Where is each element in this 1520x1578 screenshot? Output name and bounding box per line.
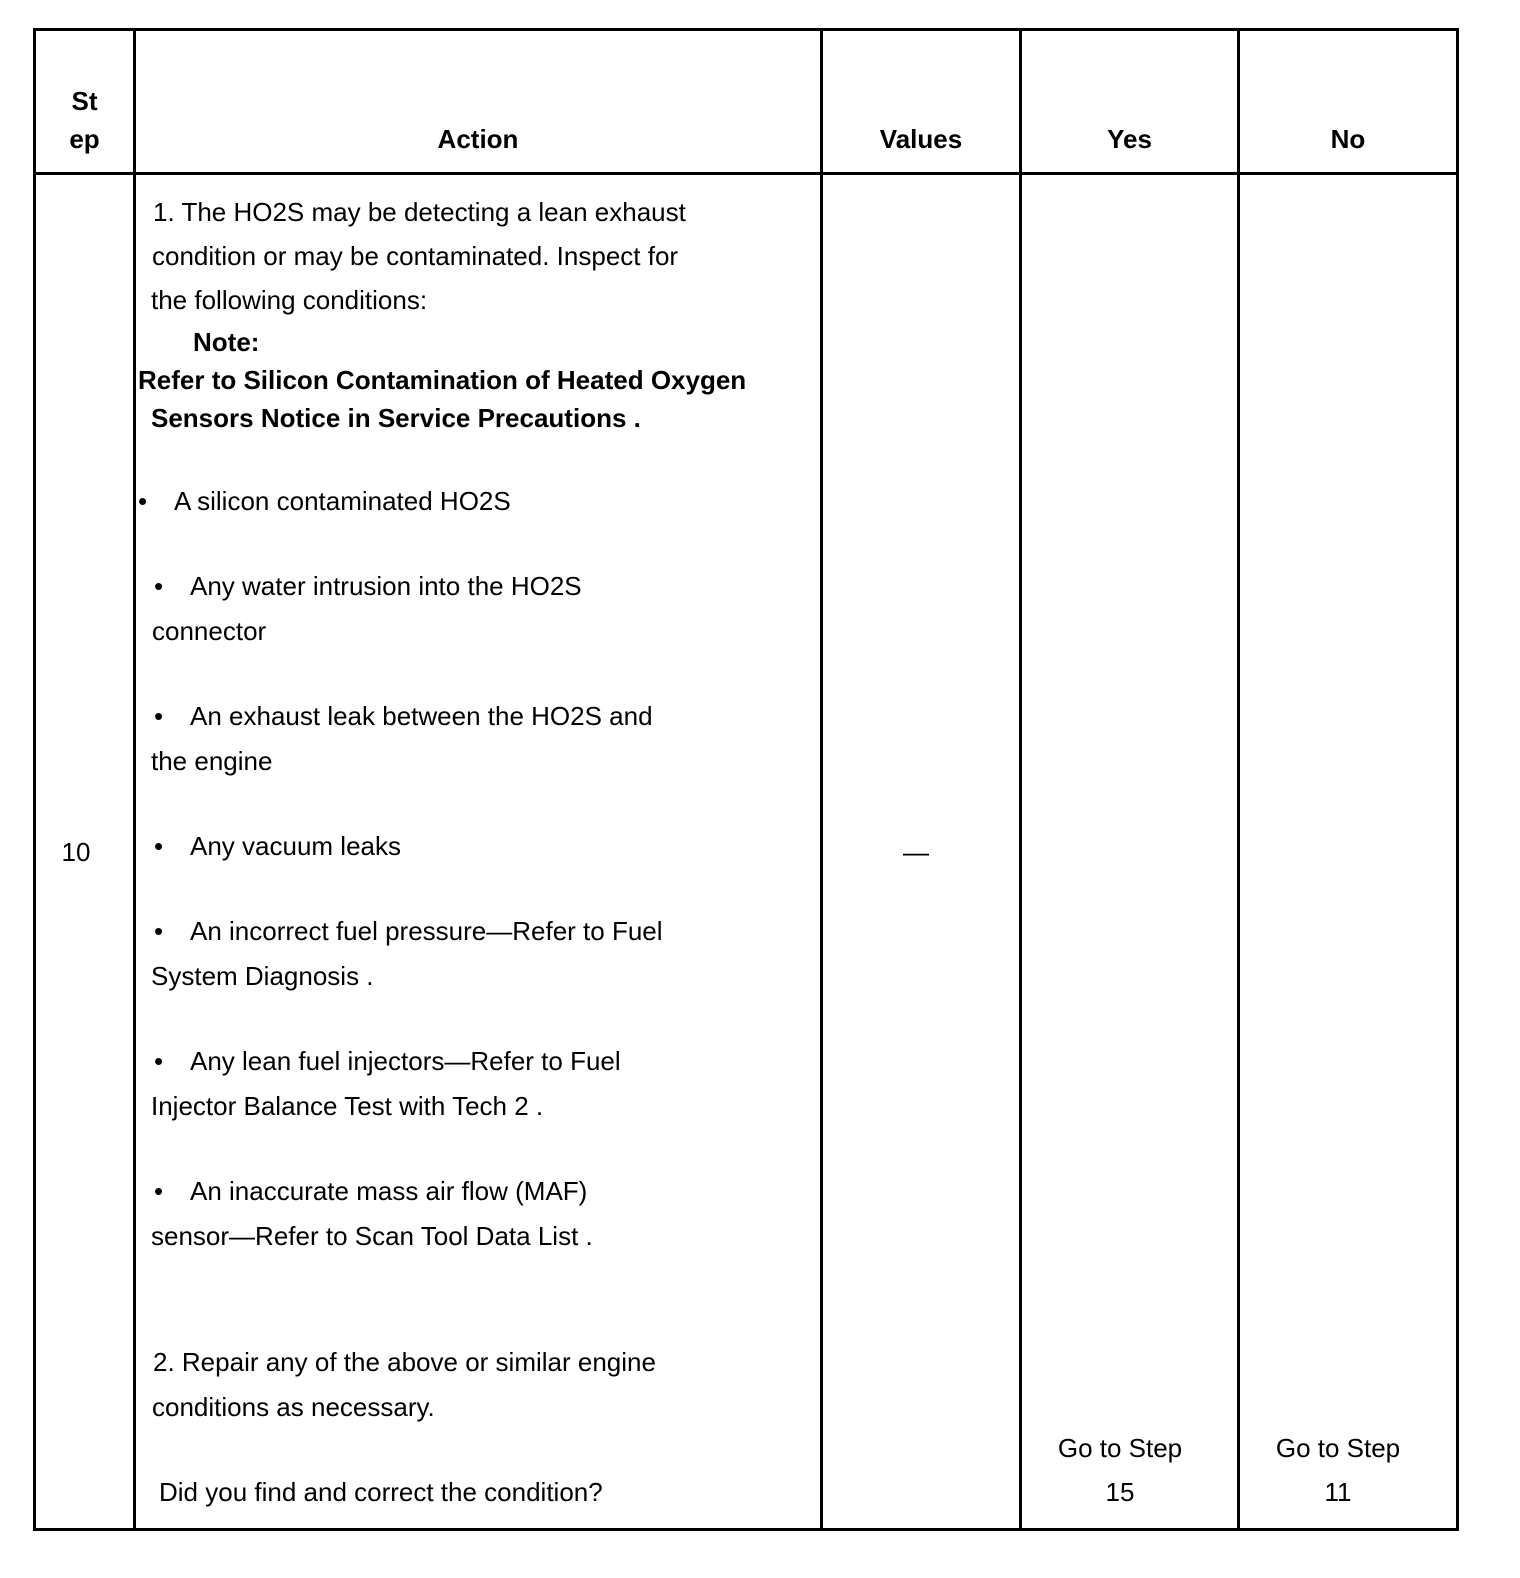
bullet-marker: • [138, 486, 148, 516]
header-step [36, 82, 133, 158]
header-step-line2: ep [69, 124, 100, 154]
values-cell: — [903, 837, 929, 867]
bullet-marker: • [154, 1176, 164, 1206]
note-line1: Refer to Silicon Contamination of Heated Oxygen [138, 365, 747, 395]
bullet-marker: • [154, 831, 164, 861]
action-item1-line1: 1. The HO2S may be detecting a lean exhaust [153, 197, 686, 227]
bullet-6-line1: Any lean fuel injectors—Refer to Fuel [190, 1046, 621, 1076]
yes-line2: 15 [1105, 1477, 1135, 1507]
bullet-5-line1: An incorrect fuel pressure—Refer to Fuel [190, 916, 663, 946]
bullet-2-line2: connector [152, 616, 267, 646]
note-line2: Sensors Notice in Service Precautions . [151, 403, 641, 433]
bullet-2-line1: Any water intrusion into the HO2S [190, 571, 582, 601]
bullet-marker: • [154, 701, 164, 731]
action-item1-line3: the following conditions: [151, 285, 428, 315]
action-item2-line1: 2. Repair any of the above or similar engine [153, 1347, 656, 1377]
step-number: 10 [61, 837, 91, 867]
bullet-3-line2: the engine [151, 746, 273, 776]
header-no: No [1330, 124, 1366, 154]
header-action: Action [437, 124, 519, 154]
bullet-7-line1: An inaccurate mass air flow (MAF) [190, 1176, 588, 1206]
header-values: Values [879, 124, 963, 154]
action-question: Did you find and correct the condition? [159, 1477, 603, 1507]
no-line2: 11 [1324, 1477, 1352, 1507]
bullet-5-line2: System Diagnosis . [151, 961, 374, 991]
bullet-4-line1: Any vacuum leaks [190, 831, 401, 861]
column-divider-values [1019, 28, 1022, 1531]
column-divider-yes [1237, 28, 1240, 1531]
action-item1-line2: condition or may be contaminated. Inspect for [152, 241, 679, 271]
column-divider-action [820, 28, 823, 1531]
bullet-marker: • [154, 1046, 164, 1076]
bullet-6-line2: Injector Balance Test with Tech 2 . [151, 1091, 544, 1121]
note-label: Note: [193, 327, 260, 357]
column-divider-step [133, 28, 136, 1531]
action-item2-line2: conditions as necessary. [152, 1392, 435, 1422]
bullet-1-line1: A silicon contaminated HO2S [174, 486, 511, 516]
yes-line1: Go to Step [1057, 1433, 1183, 1463]
bullet-marker: • [154, 916, 164, 946]
bullet-7-line2: sensor—Refer to Scan Tool Data List . [151, 1221, 593, 1251]
no-line1: Go to Step [1275, 1433, 1401, 1463]
header-divider [33, 172, 1459, 175]
header-yes: Yes [1107, 124, 1152, 154]
header-step-line1: St [71, 86, 98, 116]
bullet-3-line1: An exhaust leak between the HO2S and [190, 701, 653, 731]
bullet-marker: • [154, 571, 164, 601]
